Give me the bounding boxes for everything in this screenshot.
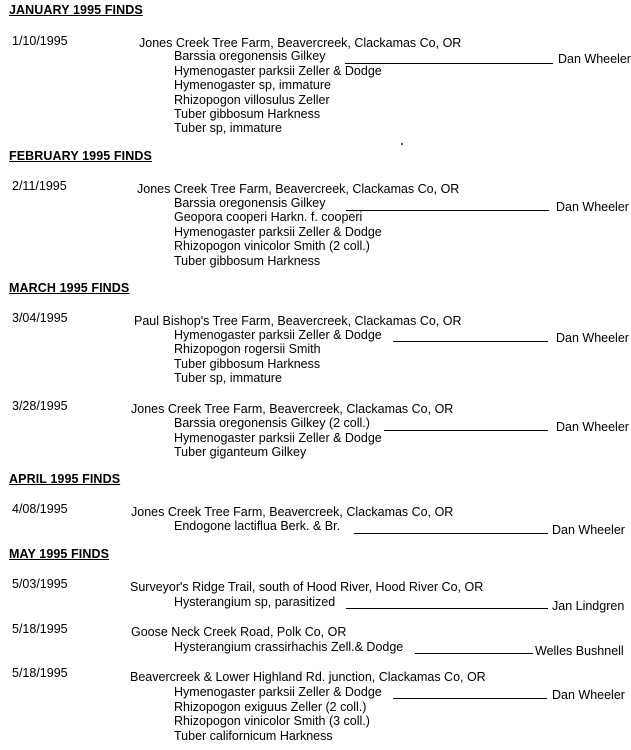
collector-name: Welles Bushnell — [535, 644, 624, 658]
species-item: Rhizopogon villosulus Zeller — [174, 93, 330, 107]
collector-name: Dan Wheeler — [552, 688, 625, 702]
entry-date: 5/18/1995 — [12, 622, 68, 636]
leader-line — [346, 608, 548, 609]
species-item: Tuber californicum Harkness — [174, 729, 333, 743]
leader-line — [393, 341, 548, 342]
scan-speck — [401, 143, 403, 145]
entry-location: Paul Bishop's Tree Farm, Beavercreek, Clackamas Co, OR — [134, 314, 462, 328]
species-item: Hysterangium crassirhachis Zell.& Dodge — [174, 640, 404, 654]
species-item: Hymenogaster parksii Zeller & Dodge — [174, 225, 382, 239]
species-item: Hymenogaster parksii Zeller & Dodge — [174, 431, 382, 445]
species-item: Hymenogaster sp, immature — [174, 78, 332, 92]
species-item: Tuber gibbosum Harkness — [174, 357, 321, 371]
species-item: Hymenogaster parksii Zeller & Dodge — [174, 64, 382, 78]
entry-date: 3/28/1995 — [12, 399, 68, 413]
entry-date: 4/08/1995 — [12, 502, 68, 516]
species-item: Hymenogaster parksii Zeller & Dodge — [174, 328, 382, 342]
species-item: Tuber sp, immature — [174, 121, 282, 135]
entry-location: Jones Creek Tree Farm, Beavercreek, Clackamas Co, OR — [139, 36, 462, 50]
species-item: Rhizopogon vinicolor Smith (3 coll.) — [174, 714, 370, 728]
section-heading-february: FEBRUARY 1995 FINDS — [9, 149, 152, 163]
leader-line — [384, 430, 548, 431]
species-item: Barssia oregonensis Gilkey — [174, 196, 326, 210]
species-item: Rhizopogon vinicolor Smith (2 coll.) — [174, 239, 370, 253]
entry-location: Jones Creek Tree Farm, Beavercreek, Clackamas Co, OR — [131, 505, 454, 519]
species-item: Rhizopogon rogersii Smith — [174, 342, 321, 356]
species-item: Geopora cooperi Harkn. f. cooperi — [174, 210, 363, 224]
species-item: Tuber giganteum Gilkey — [174, 445, 307, 459]
collector-name: Dan Wheeler — [556, 200, 629, 214]
species-item: Rhizopogon exiguus Zeller (2 coll.) — [174, 700, 367, 714]
entry-location: Surveyor's Ridge Trail, south of Hood River, Hood River Co, OR — [130, 580, 484, 594]
entry-date: 5/18/1995 — [12, 666, 68, 680]
species-item: Barssia oregonensis Gilkey (2 coll.) — [174, 416, 370, 430]
collector-name: Dan Wheeler — [552, 523, 625, 537]
leader-line — [346, 210, 549, 211]
section-heading-april: APRIL 1995 FINDS — [9, 472, 121, 486]
entry-location: Beavercreek & Lower Highland Rd. junction, Clackamas Co, OR — [130, 670, 486, 684]
collector-name: Jan Lindgren — [552, 599, 625, 613]
section-heading-march: MARCH 1995 FINDS — [9, 281, 130, 295]
entry-location: Jones Creek Tree Farm, Beavercreek, Clackamas Co, OR — [137, 182, 460, 196]
entry-date: 1/10/1995 — [12, 34, 68, 48]
leader-line — [415, 653, 533, 654]
species-item: Endogone lactiflua Berk. & Br. — [174, 519, 341, 533]
species-item: Tuber sp, immature — [174, 371, 282, 385]
species-item: Tuber gibbosum Harkness — [174, 254, 321, 268]
collector-name: Dan Wheeler — [558, 52, 631, 66]
entry-date: 3/04/1995 — [12, 311, 68, 325]
species-item: Hymenogaster parksii Zeller & Dodge — [174, 685, 382, 699]
collector-name: Dan Wheeler — [556, 420, 629, 434]
species-item: Hysterangium sp, parasitized — [174, 595, 336, 609]
entry-location: Goose Neck Creek Road, Polk Co, OR — [131, 625, 347, 639]
leader-line — [393, 698, 547, 699]
entry-location: Jones Creek Tree Farm, Beavercreek, Clackamas Co, OR — [131, 402, 454, 416]
species-item: Barssia oregonensis Gilkey — [174, 49, 326, 63]
section-heading-may: MAY 1995 FINDS — [9, 547, 110, 561]
entry-date: 2/11/1995 — [12, 179, 67, 193]
section-heading-january: JANUARY 1995 FINDS — [9, 3, 143, 17]
collector-name: Dan Wheeler — [556, 331, 629, 345]
entry-date: 5/03/1995 — [12, 577, 68, 591]
leader-line — [354, 533, 548, 534]
species-item: Tuber gibbosum Harkness — [174, 107, 321, 121]
